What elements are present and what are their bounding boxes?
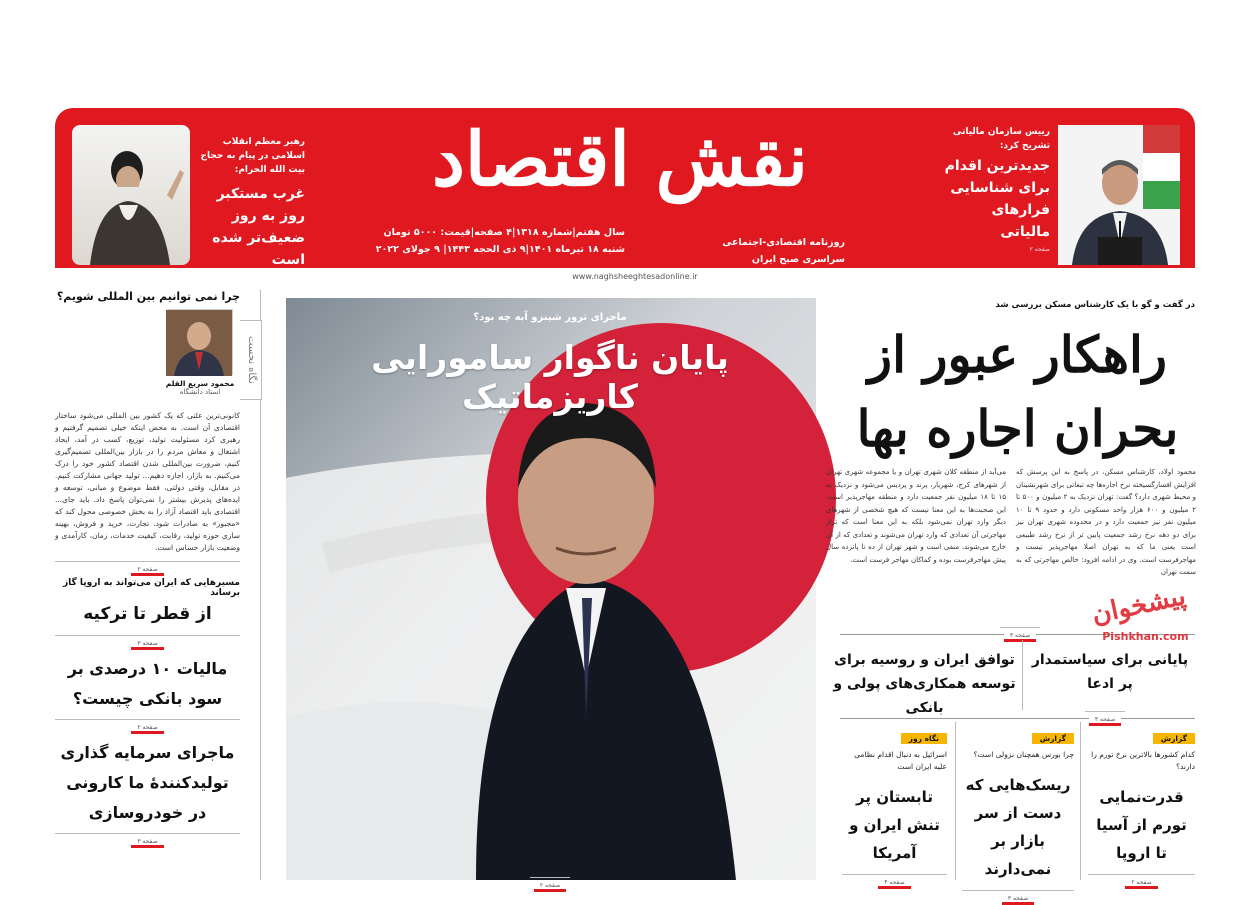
story-label: نگاه روز xyxy=(901,733,947,744)
leader-portrait-image xyxy=(72,125,190,265)
official-title: جدیدترین اقدام برای شناسایی فرارهای مالیاتی xyxy=(944,158,1050,240)
story-title: تابستان پر تنش ایران و آمریکا xyxy=(849,788,940,862)
page-ref-label: صفحه ۳ xyxy=(1004,632,1036,642)
story-page-ref xyxy=(55,828,240,845)
leader-kicker: رهبر معظم انقلاب اسلامی در پیام به حجاج بیت الله الحرام: xyxy=(200,137,305,175)
main-page-ref xyxy=(1000,622,1040,639)
story-kicker: چرا بورس همچنان نزولی است؟ xyxy=(973,750,1074,759)
page-ref-label: صفحه ۲ xyxy=(1125,879,1157,889)
bottom-story-2[interactable] xyxy=(962,726,1074,902)
story-title: ریسک‌هایی که دست از سر بازار بر نمی‌دارند xyxy=(965,776,1071,878)
story-title-investment[interactable]: ماجرای سرمایه گذاری تولیدکنندهٔ ما کارونی در خودروسازی xyxy=(60,743,235,822)
center-headline[interactable]: پایان ناگوار سامورایی کاریزماتیک xyxy=(371,338,729,416)
author-portrait-image xyxy=(166,310,232,376)
left-column xyxy=(55,290,240,890)
author-name: محمود سریع القلم xyxy=(165,379,235,388)
issue-line: سال هفتم|شماره ۱۳۱۸|۴ صفحه|قیمت: ۵۰۰۰ تومان xyxy=(383,227,625,238)
page-ref-label: صفحه ۲ xyxy=(131,566,163,576)
story-kicker: مسیرهایی که ایران می‌تواند به اروپا گاز برساند xyxy=(62,578,240,598)
official-kicker: رییس سازمان مالیاتی تشریح کرد: xyxy=(952,127,1050,151)
story-page-ref xyxy=(55,714,240,731)
bottom-story-1[interactable] xyxy=(842,726,947,886)
story-title: قدرت‌نمایی تورم از آسیا تا اروپا xyxy=(1096,788,1187,862)
story-title-qatar[interactable]: از قطر تا ترکیه xyxy=(83,604,212,624)
bottom-divider xyxy=(955,722,956,880)
story-kicker: کدام کشورها بالاترین نرخ تورم را دارند؟ xyxy=(1091,750,1195,771)
mid-story-russia[interactable]: توافق ایران و روسیه برای توسعه همکاری‌های پولی و بانکی xyxy=(833,652,1016,716)
mid-page-ref xyxy=(1085,706,1125,723)
subtitle-1: روزنامه اقتصادی-اجتماعی xyxy=(722,237,845,248)
main-body-col-1: محمود اولاد، کارشناس مسکن، در پاسخ به این پرسش که افزایش افسارگسیخته نرخ اجاره‌ها چه تبعاتی برای شهرنشینان و محیط شهری دارد؟ گفت: تهران نزدیک به ۲ میلیون و ۵۰۰ تا ۲ میلیون و ۶۰۰ هزار واحد مسکونی دارد و حدود ۹ تا ۱۰ میلیون نفر نیز جمعیت دارد و در محدوده شهری تهران نیز برای دو دهه نرخ رشد جمعیت پایین تر از نرخ رشد طبیعی است یعنی ما که به تهران اصلا مهاجرپذیر نیست و مهاجرفرست است. وی در ادامه افزود: خالص مهاجرتی که به سمت تهران xyxy=(1016,468,1197,576)
official-teaser[interactable] xyxy=(940,125,1050,253)
leader-teaser[interactable] xyxy=(195,135,305,281)
paper-subtitle xyxy=(700,234,845,268)
story-label: گزارش xyxy=(1032,733,1074,744)
story-label: گزارش xyxy=(1153,733,1195,744)
watermark-url: Pishkhan.com xyxy=(1102,629,1189,643)
section-rule xyxy=(840,718,1195,719)
main-body-col-2: می‌آید از منطقه کلان شهری تهران و یا مجموعه شهری تهران از شهرهای کرج، شهریار، پرند و پردیس می‌شود و نزدیک به ۱۵ تا ۱۸ میلیون نفر جمعیت دارد و منطقه مهاجرپذیر است. این صحبت‌ها به این معنا نیست که هیچ شخصی از شهرهای دیگر وارد تهران نمی‌شود بلکه به این معنا است که تراز مهاجرتی آن تعدادی که وارد تهران می‌شوند و تعدادی که از آن خارج می‌شوند، منفی است و شهر تهران از ده تا پانزده سال پیش مهاجرفرست بوده و کماکان مهاجر فرست است. xyxy=(826,468,1006,564)
page-ref-label: صفحه ۴ xyxy=(878,879,910,889)
story-title-tax[interactable]: مالیات ۱۰ درصدی بر سود بانکی چیست؟ xyxy=(67,659,228,708)
author-role: استاد دانشگاه xyxy=(179,388,221,396)
mid-story-politician[interactable]: پایانی برای سیاستمدار پر ادعا xyxy=(1031,652,1189,692)
leader-page-ref: صفحه ۲ xyxy=(284,274,305,281)
author-block xyxy=(160,309,240,396)
author-avatar xyxy=(167,309,233,375)
subtitle-2: سراسری صبح ایران xyxy=(751,254,845,265)
center-kicker: ماجرای ترور شینزو آبه چه بود؟ xyxy=(473,312,627,323)
bottom-divider xyxy=(1080,722,1081,880)
main-headline[interactable]: راهکار عبور از بحران اجاره بها xyxy=(856,325,1179,458)
page-ref-label: صفحه ۴ xyxy=(1089,716,1121,726)
newspaper-logo: نقش اقتصاد xyxy=(431,117,809,203)
page-ref-label: صفحه ۳ xyxy=(131,640,163,650)
date-line: شنبه ۱۸ تیرماه ۱۴۰۱|۹ ذی الحجه ۱۴۴۳| ۹ جولای ۲۰۲۲ xyxy=(375,244,625,255)
opinion-page-ref xyxy=(55,556,240,573)
site-url[interactable]: www.naghsheeghtesadonline.ir xyxy=(572,272,698,281)
page-ref-label: صفحه ۲ xyxy=(534,882,566,892)
center-page-ref xyxy=(530,872,570,889)
page-ref-label: صفحه ۳ xyxy=(131,838,163,848)
main-kicker: در گفت و گو با یک کارشناس مسکن بررسی شد xyxy=(995,300,1195,310)
bottom-story-3[interactable] xyxy=(1088,726,1195,886)
page-ref-label: صفحه ۲ xyxy=(131,724,163,734)
story-kicker: اسرائیل به دنبال اقدام نظامی علیه ایران است xyxy=(854,750,947,771)
issue-info xyxy=(375,224,625,258)
story-page-ref xyxy=(842,869,947,886)
leader-photo xyxy=(72,125,190,265)
page-ref-label: صفحه ۳ xyxy=(1002,895,1034,905)
official-portrait-image xyxy=(1058,125,1180,265)
official-page-ref: صفحه ۲ xyxy=(1029,246,1050,253)
official-photo xyxy=(1058,125,1180,265)
section-tab: نگاه نخست xyxy=(240,320,262,400)
story-page-ref xyxy=(1088,869,1195,886)
mid-divider xyxy=(1022,640,1023,710)
opinion-kicker[interactable]: چرا نمی توانیم بین المللی شویم؟ xyxy=(56,290,240,303)
story-page-ref xyxy=(55,630,240,647)
opinion-body: کانونی‌ترین علتی که یک کشور بین المللی می‌شود ساختار اقتصادی آن است. به محض اینکه خیلی تصمیم گرفتیم و رهبری کرد مسئولیت تولید، توزیع، کسب در آمد، ایجاد اشتغال و معاش مردم را در بازار بین‌المللی تصمیم‌گیری کنیم، ضرورت بین‌المللی شدن اقتصاد کشور خود را درک می‌کنیم. به بازار، اجازه دهیم... تولید جهانی مشارکت کنیم. در مقابل، وقتی دولتی، فقط موضوع و مبانی، توسعه و ایده‌های پذیرش بیشتر را نمی‌توان پاسخ داد. باید جای... اقتصادی باید اقتصاد آزاد را به بخش خصوصی محول کند که «مجبور» به صادرات شود. تجارت، خرید و فروش، بهینه سازی حوزه تولید، رقابت، کیفیت خدمات، زمان، کارآمدی و وضعیت بازار حساس است. xyxy=(55,411,240,552)
story-page-ref xyxy=(962,885,1074,902)
leader-title: غرب مستکبر روز به روز ضعیف‌تر شده است xyxy=(212,186,305,268)
watermark-text: پیشخوان xyxy=(1089,581,1189,631)
